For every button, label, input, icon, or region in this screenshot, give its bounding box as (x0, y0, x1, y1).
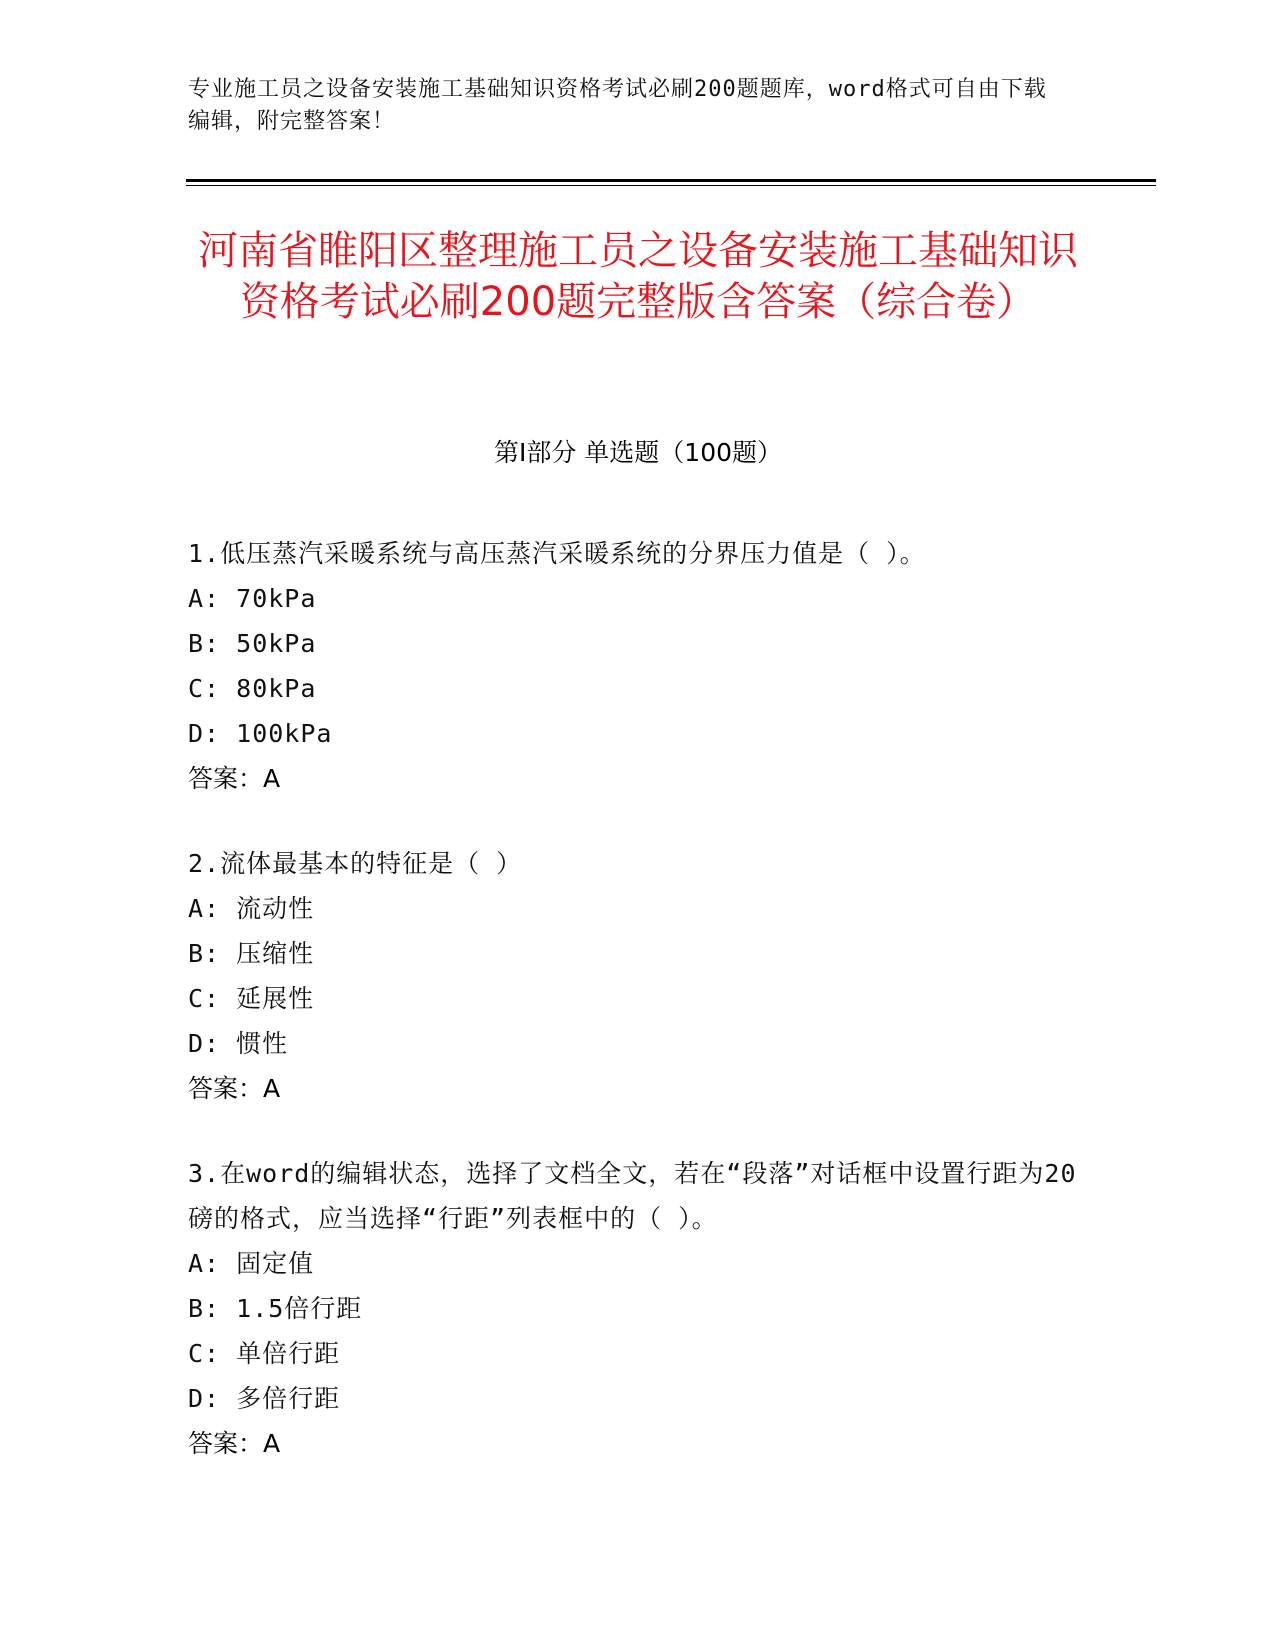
question-stem: 3.在word的编辑状态，选择了文档全文，若在“段落”对话框中设置行距为20磅的格式，应当选择“行距”列表框中的（ ）。 (188, 1159, 1077, 1233)
option-d: D: 100kPa (188, 719, 333, 748)
option-a: A: 流动性 (188, 894, 315, 923)
option-a: A: 固定值 (188, 1249, 315, 1278)
question-2 (188, 841, 1088, 1111)
section-title: 第I部分 单选题（100题） (493, 438, 783, 467)
option-b: B: 1.5倍行距 (188, 1294, 363, 1323)
option-c: C: 80kPa (188, 674, 317, 703)
option-d: D: 多倍行距 (188, 1384, 341, 1413)
question-stem: 2.流体最基本的特征是（ ） (188, 849, 523, 878)
option-a: A: 70kPa (188, 584, 317, 613)
question-1 (188, 531, 1088, 801)
header-rule-thick (186, 179, 1156, 182)
option-c: C: 延展性 (188, 984, 315, 1013)
question-stem: 1.低压蒸汽采暖系统与高压蒸汽采暖系统的分界压力值是（ ）。 (188, 539, 926, 568)
header-rule-thin (186, 185, 1156, 186)
header-note: 专业施工员之设备安装施工基础知识资格考试必刷200题题库，word格式可自由下载编辑，附完整答案！ (188, 77, 1047, 134)
option-b: B: 50kPa (188, 629, 317, 658)
question-list (188, 531, 1088, 1506)
document-title: 河南省睢阳区整理施工员之设备安装施工基础知识资格考试必刷200题完整版含答案（综合卷） (198, 228, 1078, 325)
answer: 答案：A (188, 1074, 281, 1103)
option-d: D: 惯性 (188, 1029, 289, 1058)
option-c: C: 单倍行距 (188, 1339, 341, 1368)
question-3 (188, 1151, 1088, 1466)
answer: 答案：A (188, 1429, 281, 1458)
answer: 答案：A (188, 764, 281, 793)
option-b: B: 压缩性 (188, 939, 315, 968)
